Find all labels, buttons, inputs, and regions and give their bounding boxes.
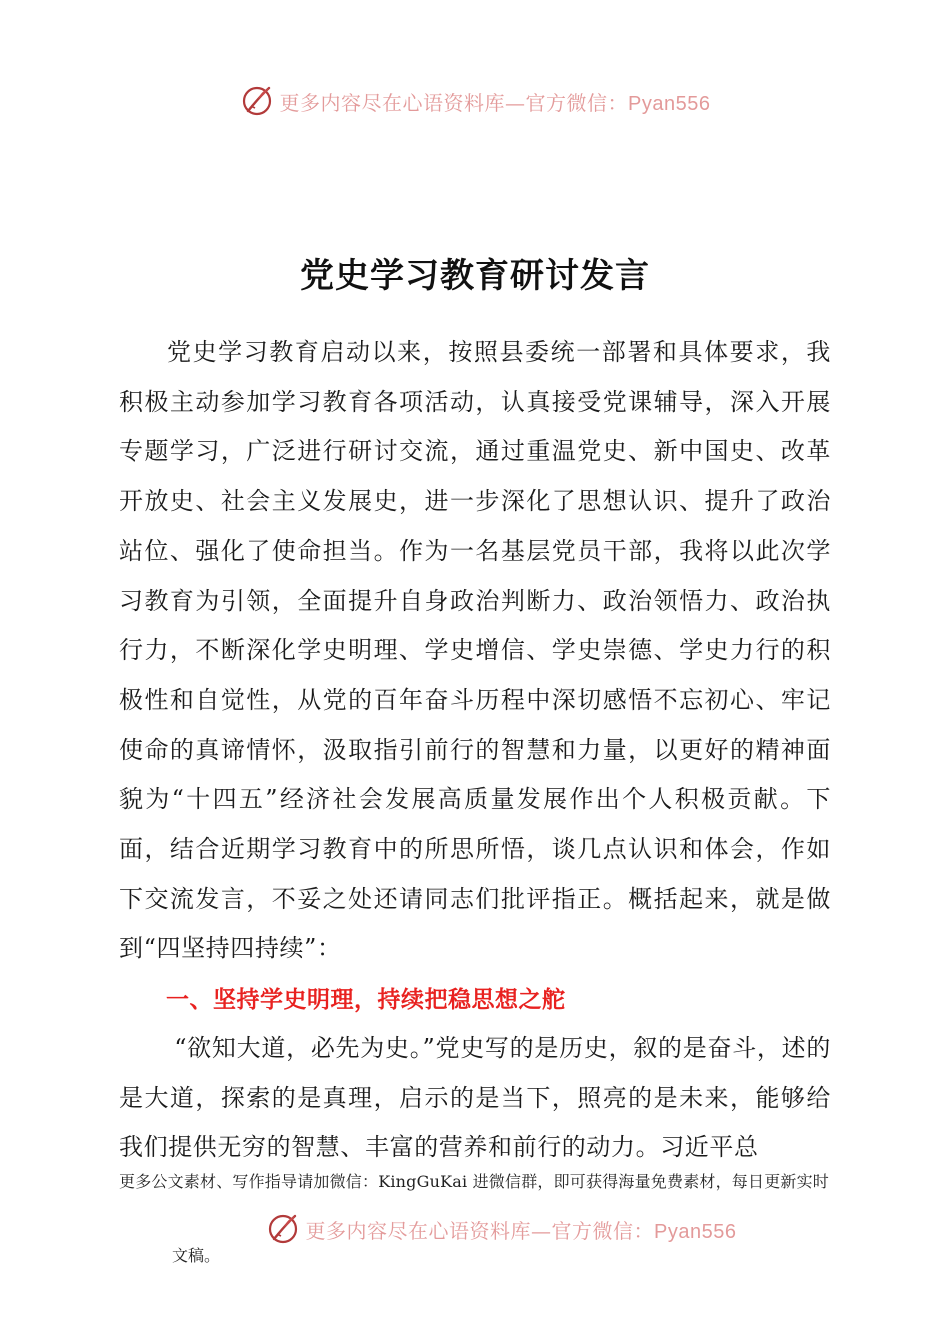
watermark-wechat-id: Pyan556 xyxy=(654,1220,737,1243)
watermark-bottom xyxy=(26,1212,950,1246)
watermark-text: 更多内容尽在心语资料库—官方微信：Pyan556 xyxy=(279,90,711,115)
quill-logo-icon xyxy=(266,1212,300,1246)
watermark-wechat-id: Pyan556 xyxy=(628,92,711,115)
watermark-top xyxy=(0,84,950,118)
document-title: 党史学习教育研讨发言 xyxy=(300,256,650,296)
section-heading-1: 一、坚持学史明理，持续把稳思想之舵 xyxy=(166,987,566,1013)
footer-note-continued: 文稿。 xyxy=(172,1246,221,1265)
watermark-text: 更多内容尽在心语资料库—官方微信：Pyan556 xyxy=(305,1218,737,1243)
body-paragraph-intro: 党史学习教育启动以来，按照县委统一部署和具体要求，我积极主动参加学习教育各项活动，认真接受党课辅导，深入开展专题学习，广泛进行研讨交流，通过重温党史、新中国史、改革开放史、社会主义发展史，进一步深化了思想认识、提升了政治站位、强化了使命担当。作为一名基层党员干部，我将以此次学习教育为引领，全面提升自身政治判断力、政治领悟力、政治执行力，不断深化学史明理、学史增信、学史崇德、学史力行的积极性和自觉性，从党的百年奋斗历程中深切感悟不忘初心、牢记使命的真谛情怀，汲取指引前行的智慧和力量，以更好的精神面貌为“十四五”经济社会发展高质量发展作出个人积极贡献。下面，结合近期学习教育中的所思所悟，谈几点认识和体会，作如下交流发言，不妥之处还请同志们批评指正。概括起来，就是做到“四坚持四持续”： xyxy=(119,338,831,963)
footer-note: 更多公文素材、写作指导请加微信：KingGuKai 进微信群，即可获得海量免费素材，每日更新实时 xyxy=(119,1172,829,1191)
quill-logo-icon xyxy=(240,84,274,118)
body-paragraph-section-1: “欲知大道，必先为史。”党史写的是历史，叙的是奋斗，述的是大道，探索的是真理，启示的是当下，照亮的是未来，能够给我们提供无穷的智慧、丰富的营养和前行的动力。习近平总 xyxy=(119,1034,831,1162)
